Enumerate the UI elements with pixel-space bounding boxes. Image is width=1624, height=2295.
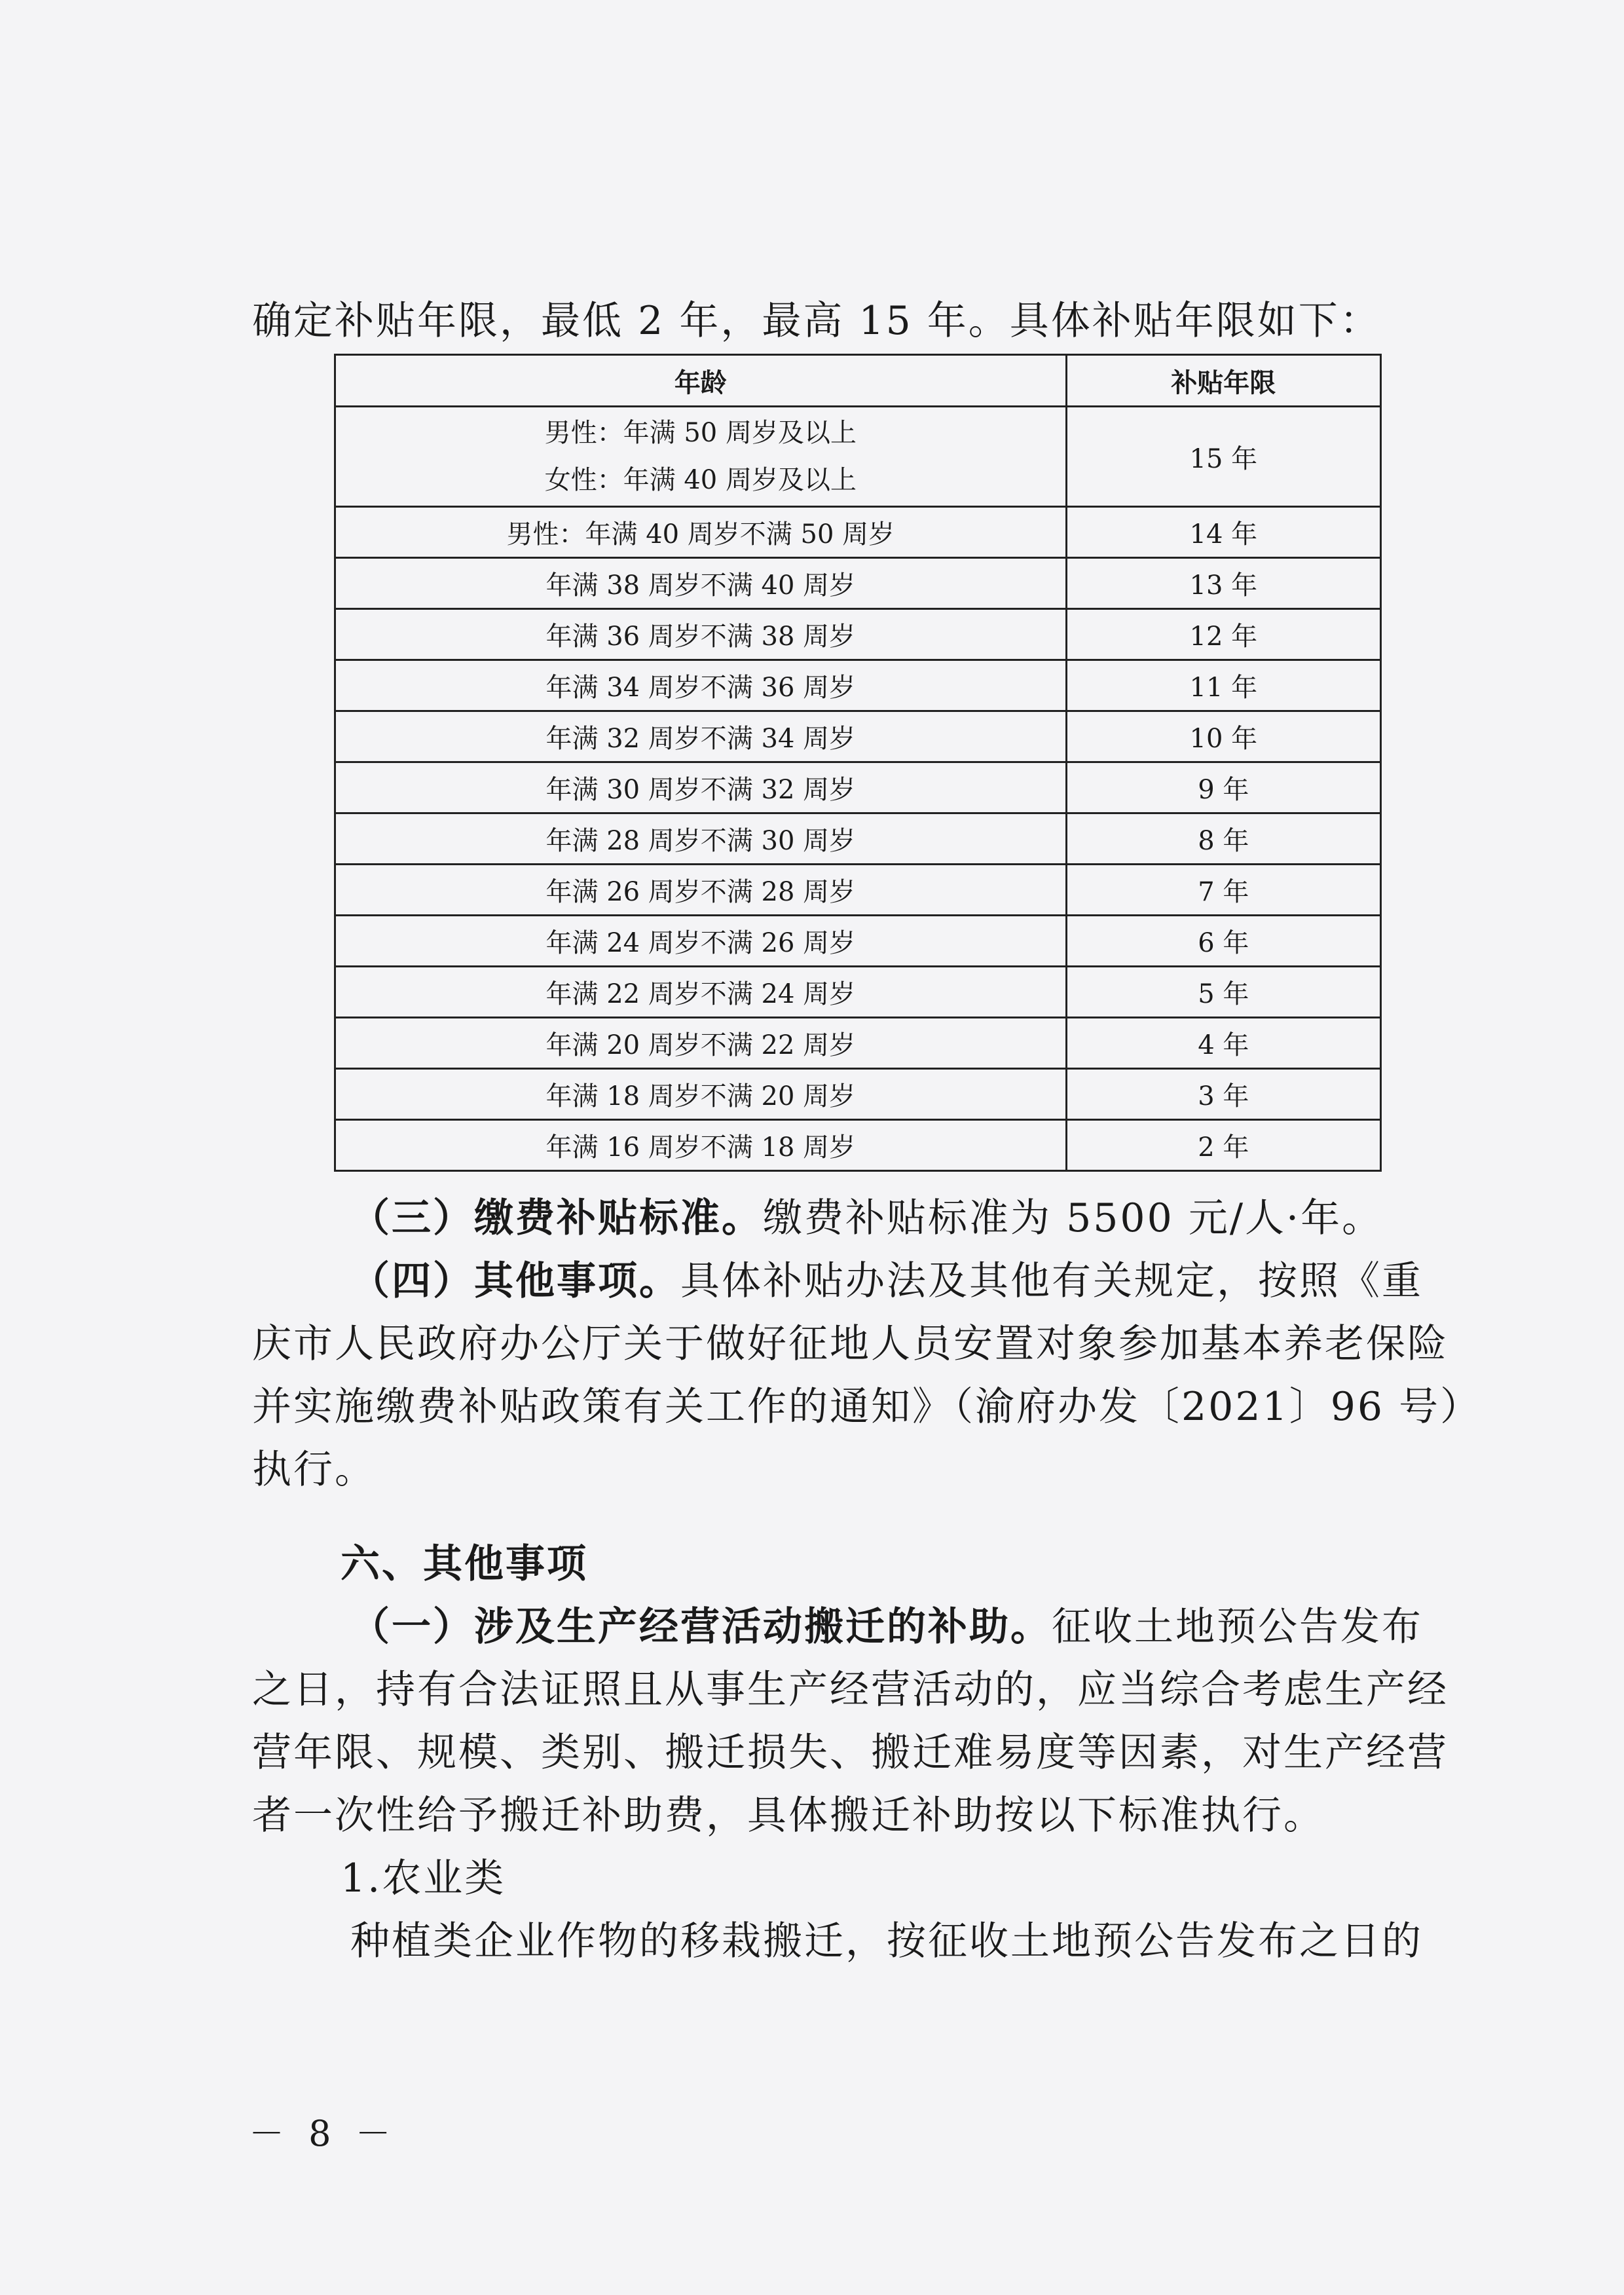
years-cell: 15 年 xyxy=(1066,407,1380,507)
years-cell: 10 年 xyxy=(1066,711,1380,762)
table-row xyxy=(335,916,1381,967)
header-age: 年龄 xyxy=(335,355,1067,407)
section-6-heading: 六、其他事项 xyxy=(341,1541,588,1587)
age-line-female: 女性：年满 40 周岁及以上 xyxy=(544,465,857,495)
years-cell: 12 年 xyxy=(1066,609,1380,660)
age-cell: 男性：年满 40 周岁不满 50 周岁 xyxy=(335,507,1067,558)
years-cell: 5 年 xyxy=(1066,967,1380,1018)
age-cell: 年满 18 周岁不满 20 周岁 xyxy=(335,1069,1067,1120)
section-4-body: 具体补贴办法及其他有关规定，按照《重庆市人民政府办公厅关于做好征地人员安置对象参加基本养老保险并实施缴费补贴政策有关工作的通知》（渝府办发〔2021〕96 号）执行。 xyxy=(252,1258,1462,1493)
table-row xyxy=(335,1120,1381,1171)
table-row xyxy=(335,813,1381,865)
table-row xyxy=(335,507,1381,558)
years-cell: 7 年 xyxy=(1066,865,1380,916)
age-cell: 年满 38 周岁不满 40 周岁 xyxy=(335,558,1067,609)
years-cell: 8 年 xyxy=(1066,813,1380,865)
table-row xyxy=(335,711,1381,762)
header-years: 补贴年限 xyxy=(1066,355,1380,407)
planting-paragraph: 种植类企业作物的移栽搬迁，按征收土地预公告发布之日的 xyxy=(350,1918,1423,1964)
table-row xyxy=(335,1018,1381,1069)
age-cell: 年满 36 周岁不满 38 周岁 xyxy=(335,609,1067,660)
table-row xyxy=(335,558,1381,609)
age-line-male: 男性：年满 50 周岁及以上 xyxy=(544,418,857,448)
section-4-paragraph xyxy=(252,1250,1464,1501)
page-number: － 8 － xyxy=(249,2113,397,2154)
table-header-row xyxy=(335,355,1381,407)
age-cell: 年满 22 周岁不满 24 周岁 xyxy=(335,967,1067,1018)
sub-item-agriculture: 1.农业类 xyxy=(341,1856,506,1901)
years-cell: 4 年 xyxy=(1066,1018,1380,1069)
age-cell: 年满 24 周岁不满 26 周岁 xyxy=(335,916,1067,967)
age-cell: 年满 20 周岁不满 22 周岁 xyxy=(335,1018,1067,1069)
years-cell: 13 年 xyxy=(1066,558,1380,609)
years-cell: 6 年 xyxy=(1066,916,1380,967)
section-3-body: 缴费补贴标准为 5500 元/人·年。 xyxy=(763,1195,1384,1241)
age-cell: 年满 32 周岁不满 34 周岁 xyxy=(335,711,1067,762)
age-cell: 年满 26 周岁不满 28 周岁 xyxy=(335,865,1067,916)
years-cell: 2 年 xyxy=(1066,1120,1380,1171)
years-cell: 9 年 xyxy=(1066,762,1380,813)
years-cell: 14 年 xyxy=(1066,507,1380,558)
section-6-1-body: 征收土地预公告发布之日，持有合法证照且从事生产经营活动的，应当综合考虑生产经营年限、规模、类别、搬迁损失、搬迁难易度等因素，对生产经营者一次性给予搬迁补助费，具体搬迁补助按以下标准执行。 xyxy=(252,1604,1449,1838)
years-cell: 11 年 xyxy=(1066,660,1380,711)
table-row xyxy=(335,407,1381,507)
subsidy-years-table xyxy=(334,354,1382,1172)
section-3-lead: （三）缴费补贴标准。 xyxy=(350,1195,763,1241)
table-row xyxy=(335,865,1381,916)
years-cell: 3 年 xyxy=(1066,1069,1380,1120)
section-6-1-paragraph xyxy=(252,1595,1464,1847)
age-cell: 年满 34 周岁不满 36 周岁 xyxy=(335,660,1067,711)
table-row xyxy=(335,660,1381,711)
section-6-1-lead: （一）涉及生产经营活动搬迁的补助。 xyxy=(350,1604,1052,1650)
table-row xyxy=(335,967,1381,1018)
table-row xyxy=(335,609,1381,660)
section-3-paragraph xyxy=(252,1187,1464,1250)
age-cell: 年满 30 周岁不满 32 周岁 xyxy=(335,762,1067,813)
age-cell: 年满 28 周岁不满 30 周岁 xyxy=(335,813,1067,865)
table-row xyxy=(335,762,1381,813)
age-cell xyxy=(335,407,1067,507)
age-cell: 年满 16 周岁不满 18 周岁 xyxy=(335,1120,1067,1171)
section-4-lead: （四）其他事项。 xyxy=(350,1258,680,1304)
table-row xyxy=(335,1069,1381,1120)
intro-paragraph: 确定补贴年限，最低 2 年，最高 15 年。具体补贴年限如下： xyxy=(252,298,1381,344)
